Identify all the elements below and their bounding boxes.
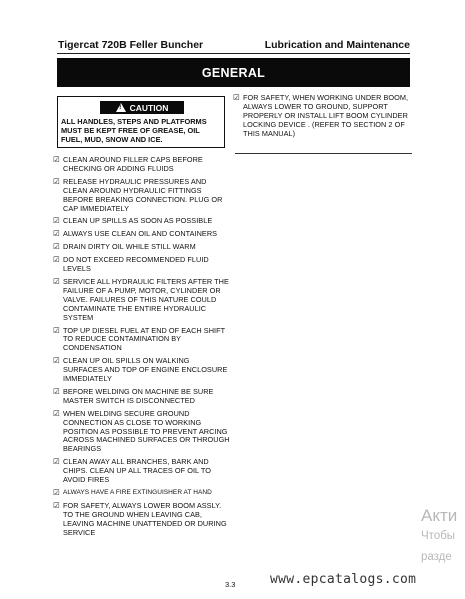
checklist-item-text: TOP UP DIESEL FUEL AT END OF EACH SHIFT TO REDUCE CONTAMINATION BY CONDENSATION	[63, 325, 225, 353]
checklist-item	[53, 458, 231, 485]
section-title: Lubrication and Maintenance	[264, 39, 410, 51]
checklist-item	[53, 357, 231, 384]
checkbox-checked-icon: ☑	[53, 216, 60, 226]
checklist-item-text: CLEAN UP SPILLS AS SOON AS POSSIBLE	[63, 216, 213, 226]
warning-triangle-icon	[116, 103, 126, 112]
caution-box	[57, 96, 225, 148]
checklist-item	[53, 217, 231, 226]
checkbox-checked-icon: ☑	[53, 255, 60, 265]
checkbox-checked-icon: ☑	[233, 93, 240, 102]
checklist-item	[53, 156, 231, 174]
checklist-item	[53, 256, 231, 274]
checklist-item-text: RELEASE HYDRAULIC PRESSURES AND CLEAN AROUND HYDRAULIC FITTINGS BEFORE BREAKING CONNECTION. PLUG OR CAP IMMEDIATELY	[63, 176, 223, 213]
header-divider	[57, 53, 410, 54]
caution-label-text: CAUTION	[129, 102, 169, 113]
document-title: Tigercat 720B Feller Buncher	[58, 39, 204, 51]
checkbox-checked-icon: ☑	[53, 176, 60, 186]
checklist-item-text: CLEAN AROUND FILLER CAPS BEFORE CHECKING OR ADDING FLUIDS	[63, 155, 203, 173]
checklist-item	[53, 230, 231, 239]
checklist-item-text: DRAIN DIRTY OIL WHILE STILL WARM	[63, 242, 196, 252]
left-checklist	[53, 156, 231, 542]
checklist-item	[53, 489, 231, 498]
caution-label	[100, 101, 184, 114]
checklist-item-text: DO NOT EXCEED RECOMMENDED FLUID LEVELS	[63, 255, 209, 274]
checklist-item-text: CLEAN UP OIL SPILLS ON WALKING SURFACES AND TOP OF ENGINE ENCLOSURE IMMEDIATELY	[63, 356, 228, 384]
checklist-item	[53, 327, 231, 354]
checkbox-checked-icon: ☑	[53, 500, 60, 510]
right-column-divider	[235, 153, 412, 154]
checkbox-checked-icon: ☑	[53, 155, 60, 164]
checkbox-checked-icon: ☑	[53, 408, 60, 418]
checkbox-checked-icon: ☑	[53, 325, 60, 335]
checklist-item-text: WHEN WELDING SECURE GROUND CONNECTION AS CLOSE TO WORKING POSITION AS POSSIBLE TO PREVENT ARCING ACROSS MACHINED SURFACES OR THROUGH BEARINGS	[63, 408, 230, 454]
page-number: 3.3	[225, 580, 236, 589]
checkbox-checked-icon: ☑	[53, 356, 60, 366]
right-checklist	[233, 94, 415, 143]
checklist-item	[53, 243, 231, 252]
checklist-item-text: CLEAN AWAY ALL BRANCHES, BARK AND CHIPS. CLEAN UP ALL TRACES OF OIL TO AVOID FIRES	[63, 457, 211, 485]
checkbox-checked-icon: ☑	[53, 386, 60, 396]
checklist-item	[53, 410, 231, 455]
site-watermark: www.epcatalogs.com	[270, 572, 417, 587]
checklist-item-text: BEFORE WELDING ON MACHINE BE SURE MASTER SWITCH IS DISCONNECTED	[63, 386, 214, 405]
checklist-item	[53, 388, 231, 406]
checkbox-checked-icon: ☑	[53, 229, 60, 239]
activation-overlay-line-1: Акти	[421, 506, 458, 525]
checklist-item-text: SERVICE ALL HYDRAULIC FILTERS AFTER THE FAILURE OF A PUMP, MOTOR, CYLINDER OR VALVE. FAILURES OF THIS NATURE COULD CONTAMINATE THE ENTIRE HYDRAULIC SYSTEM	[63, 276, 229, 322]
checkbox-checked-icon: ☑	[53, 457, 60, 467]
caution-text: ALL HANDLES, STEPS AND PLATFORMS MUST BE KEPT FREE OF GREASE, OIL FUEL, MUD, SNOW AND ICE.	[61, 117, 207, 144]
checkbox-checked-icon: ☑	[53, 276, 60, 286]
activation-overlay-line-2: Чтобы	[421, 530, 456, 542]
checklist-item	[53, 278, 231, 323]
activation-overlay-line-3: разде	[421, 551, 452, 563]
checklist-item-text: ALWAYS HAVE A FIRE EXTINGUISHER AT HAND	[63, 489, 212, 496]
checklist-item	[233, 94, 415, 139]
checklist-item	[53, 178, 231, 214]
section-banner: GENERAL	[57, 58, 410, 87]
checkbox-checked-icon: ☑	[53, 242, 60, 252]
checklist-item-text: ALWAYS USE CLEAN OIL AND CONTAINERS	[63, 229, 218, 239]
checklist-item	[53, 502, 231, 538]
checklist-item-text: FOR SAFETY, WHEN WORKING UNDER BOOM, ALWAYS LOWER TO GROUND, SUPPORT PROPERLY OR INSTALL LIFT BOOM CYLINDER LOCKING DEVICE . (REFER TO SECTION 2 OF THIS MANUAL)	[243, 93, 409, 138]
checklist-item-text: FOR SAFETY, ALWAYS LOWER BOOM ASSLY. TO THE GROUND WHEN LEAVING CAB, LEAVING MACHINE UNATTENDED OR DURING SERVICE	[63, 500, 227, 537]
checkbox-checked-icon: ☑	[53, 488, 60, 497]
